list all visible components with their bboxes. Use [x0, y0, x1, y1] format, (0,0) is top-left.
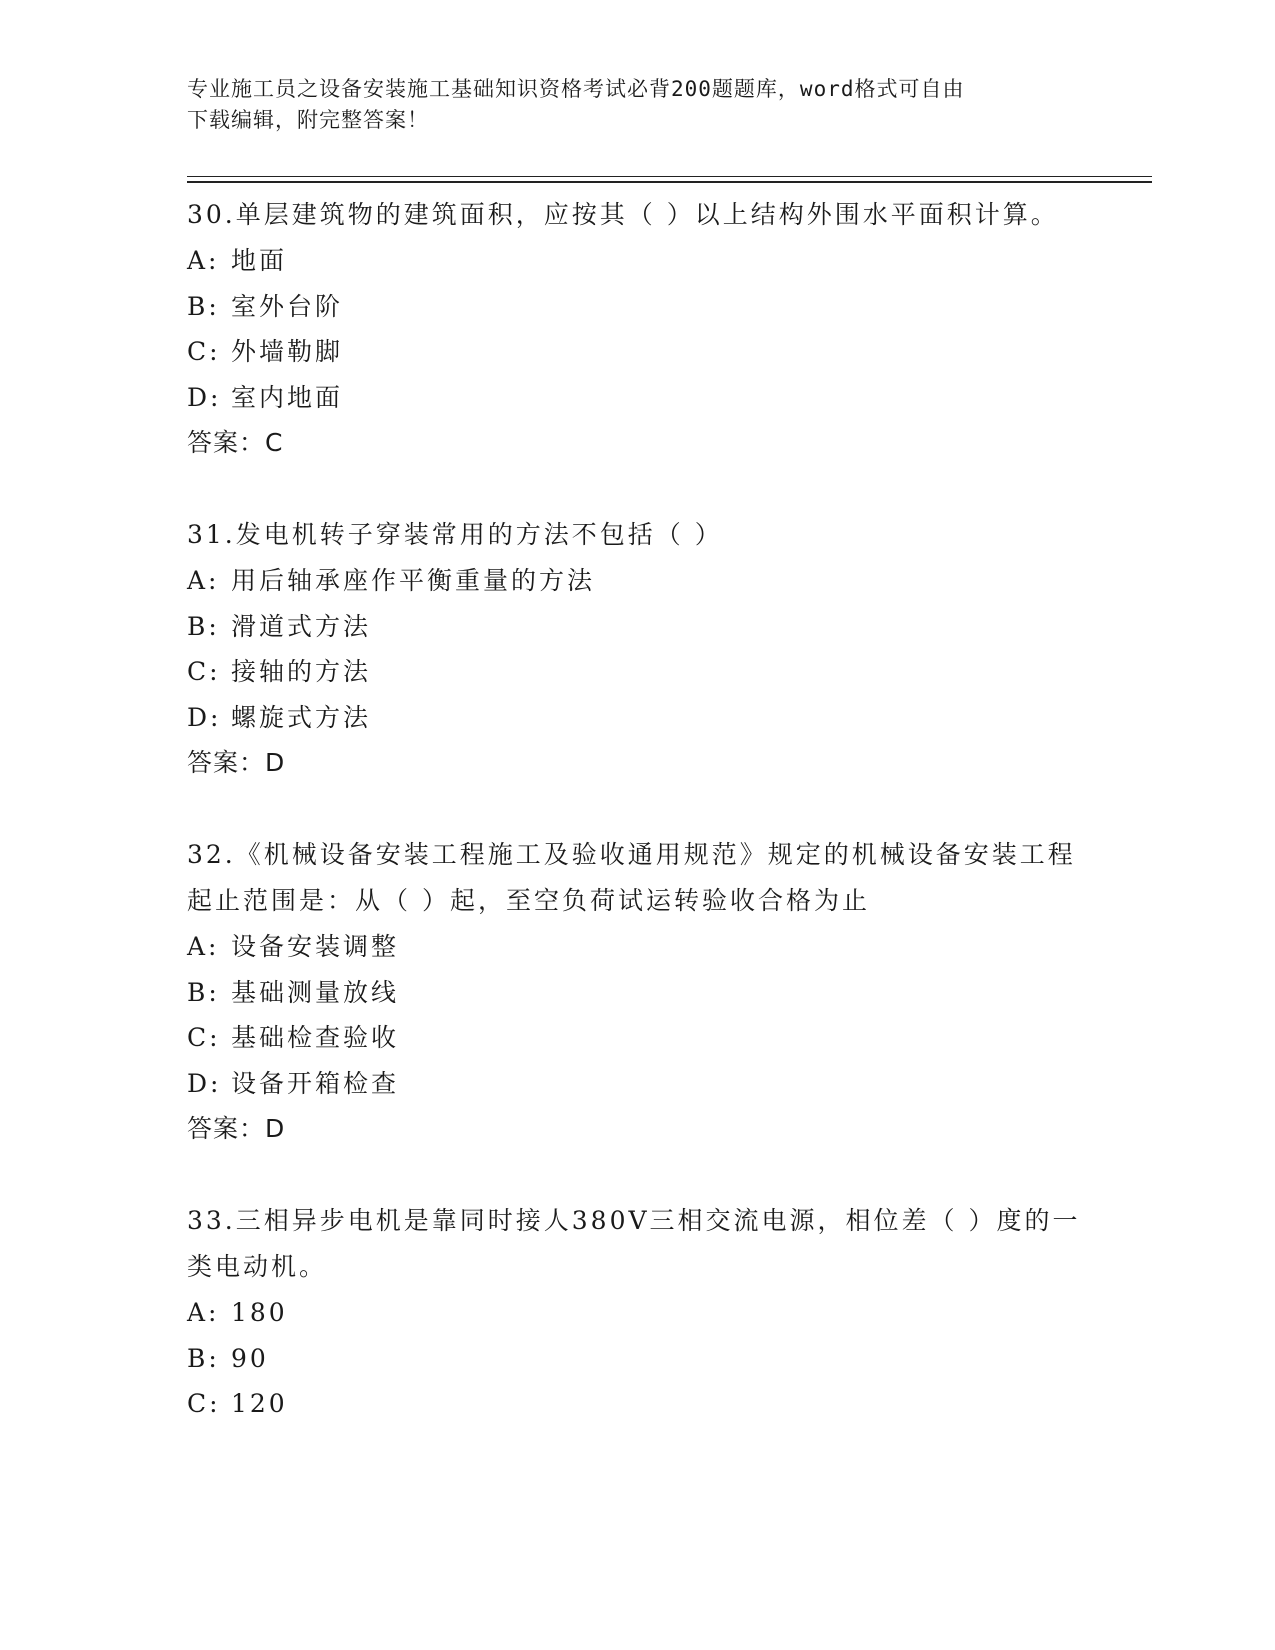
- option-text: 180: [231, 1298, 288, 1327]
- option-b: [187, 284, 1087, 330]
- option-letter: C:: [187, 337, 221, 366]
- option-b: [187, 604, 1087, 650]
- question-31: [187, 510, 1087, 786]
- option-letter: A:: [187, 566, 220, 595]
- header-note: [187, 74, 1067, 136]
- question-33: [187, 1196, 1087, 1427]
- question-stem: 30.单层建筑物的建筑面积，应按其（ ）以上结构外围水平面积计算。: [187, 200, 1059, 229]
- option-a: [187, 238, 1087, 284]
- option-text: 基础测量放线: [231, 977, 400, 1007]
- question-list: [187, 190, 1087, 1471]
- option-text: 滑道式方法: [231, 611, 372, 641]
- option-text: 设备安装调整: [231, 932, 400, 961]
- option-d: [187, 695, 1087, 741]
- option-text: 90: [231, 1343, 269, 1373]
- option-letter: A:: [187, 932, 220, 961]
- header-line-2: 下载编辑，附完整答案！: [187, 108, 429, 132]
- option-d: [187, 375, 1087, 421]
- option-text: 120: [231, 1389, 288, 1418]
- option-letter: C:: [187, 1023, 221, 1052]
- option-c: [187, 1381, 1087, 1427]
- option-text: 基础检查验收: [231, 1023, 400, 1052]
- option-d: [187, 1061, 1087, 1107]
- option-letter: B:: [187, 291, 220, 321]
- answer-line: 答案：C: [187, 428, 284, 457]
- question-32: [187, 830, 1087, 1152]
- option-letter: D:: [187, 702, 222, 732]
- option-text: 地面: [231, 246, 288, 275]
- option-letter: C:: [187, 1389, 221, 1418]
- option-letter: B:: [187, 611, 220, 641]
- option-a: [187, 1290, 1087, 1336]
- option-c: [187, 649, 1087, 695]
- option-b: [187, 1336, 1087, 1382]
- option-c: [187, 1015, 1087, 1061]
- option-letter: C:: [187, 657, 221, 686]
- option-b: [187, 970, 1087, 1016]
- answer-line: 答案：D: [187, 1114, 286, 1143]
- option-letter: B:: [187, 977, 220, 1007]
- option-c: [187, 329, 1087, 375]
- answer-line: 答案：D: [187, 748, 286, 777]
- header-divider-thin: [187, 176, 1152, 177]
- option-letter: A:: [187, 246, 220, 275]
- question-stem: 33.三相异步电机是靠同时接人380V三相交流电源，相位差（ ）度的一类电动机。: [187, 1206, 1081, 1281]
- header-line-1: 专业施工员之设备安装施工基础知识资格考试必背200题题库，word格式可自由: [187, 77, 965, 101]
- option-letter: D:: [187, 382, 222, 412]
- option-a: [187, 558, 1087, 604]
- question-stem: 31.发电机转子穿装常用的方法不包括（ ）: [187, 520, 723, 549]
- option-text: 室内地面: [231, 382, 344, 412]
- option-letter: B:: [187, 1343, 220, 1373]
- option-text: 设备开箱检查: [231, 1068, 400, 1098]
- option-text: 外墙勒脚: [231, 337, 344, 366]
- option-text: 用后轴承座作平衡重量的方法: [231, 566, 596, 595]
- option-a: [187, 924, 1087, 970]
- option-text: 室外台阶: [231, 291, 344, 321]
- question-30: [187, 190, 1087, 466]
- option-text: 接轴的方法: [231, 657, 372, 686]
- header-divider-thick: [187, 181, 1152, 183]
- question-stem: 32.《机械设备安装工程施工及验收通用规范》规定的机械设备安装工程起止范围是：从（ ）起，至空负荷试运转验收合格为止: [187, 840, 1076, 915]
- option-letter: A:: [187, 1298, 220, 1327]
- option-text: 螺旋式方法: [231, 702, 372, 732]
- option-letter: D:: [187, 1068, 222, 1098]
